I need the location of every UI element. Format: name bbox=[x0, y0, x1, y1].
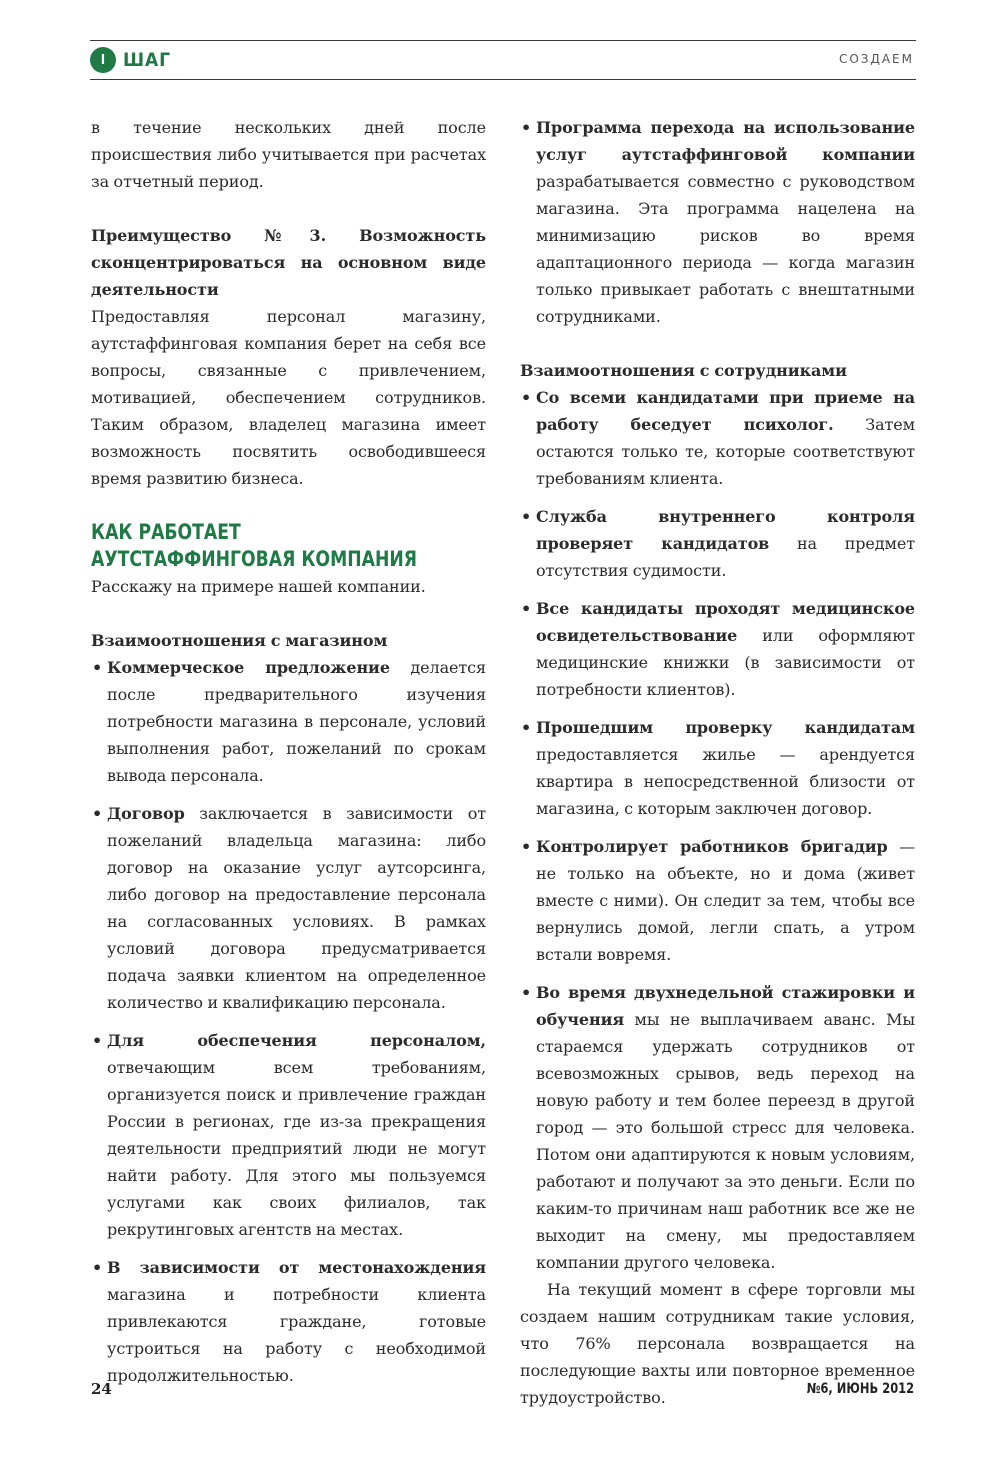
bullet-text: мы не выплачиваем аванс. Мы стараемся удержать сотрудников от всевозможных срывов, ведь переход на новую работу и тем более переезд в другой город — это большой стресс для человека. Потом они адаптируются к новым условиям, работают и получают за это деньги. Если по каким-то причинам наш работник все же не выходит на смену, мы предоставляем компании другого человека. bbox=[536, 1010, 915, 1272]
header-title: ШАГ bbox=[123, 49, 171, 71]
issue-label: №6, ИЮНЬ 2012 bbox=[806, 1381, 914, 1397]
step-badge-icon: I bbox=[90, 47, 116, 73]
bullet-lead: Во время двухнедельной стажировки и обучения bbox=[536, 983, 915, 1029]
list-item bbox=[91, 654, 486, 789]
page-number: 24 bbox=[91, 1380, 112, 1398]
staff-relations-title: Взаимоотношения с сотрудниками bbox=[520, 361, 847, 380]
bullet-text: разрабатывается совместно с руководством магазина. Эта программа нацелена на минимизацию рисков во время адаптационного периода — когда магазин только привыкает работать с внештатными сотрудниками. bbox=[536, 172, 915, 326]
intro-paragraph: в течение нескольких дней после происшествия либо учитывается при расчетах за отчетный период. bbox=[91, 118, 486, 191]
bullet-lead: Для обеспечения персоналом, bbox=[107, 1031, 486, 1050]
bullet-text: предоставляется жилье — арендуется квартира в непосредственной близости от магазина, с которым заключен договор. bbox=[536, 745, 915, 818]
section-heading-line1: КАК РАБОТАЕТ bbox=[91, 520, 241, 544]
closing-paragraph: На текущий момент в сфере торговли мы создаем нашим сотрудникам такие условия, что 76% персонала возвращается на последующие вахты или повторное временное трудоустройство. bbox=[520, 1280, 915, 1407]
list-item bbox=[91, 800, 486, 1016]
section-heading-line2: АУТСТАФФИНГОВАЯ КОМПАНИЯ bbox=[91, 547, 418, 571]
bullet-lead: Программа перехода на использование услуг аутстаффинговой компании bbox=[536, 118, 915, 164]
bullet-lead: В зависимости от местонахождения bbox=[107, 1258, 486, 1277]
header-section-label: СОЗДАЕМ bbox=[838, 52, 914, 66]
list-item bbox=[91, 1027, 486, 1243]
bullet-text: — не только на объекте, но и дома (живет вместе с ними). Он следит за тем, чтобы все вернулись домой, легли спать, а утром встали вовремя. bbox=[536, 837, 915, 964]
bullet-text: отвечающим всем требованиям, организуется поиск и привлечение граждан России в регионах, где из-за прекращения деятельности предприятий люди не могут найти работу. Для этого мы пользуемся услугами как своих филиалов, так рекрутинговых агентств на местах. bbox=[107, 1058, 486, 1239]
bullet-text: магазина и потребности клиента привлекаются граждане, готовые устроиться на работу с необходимой продолжительностью. bbox=[107, 1285, 486, 1385]
bullet-lead: Служба внутреннего контроля проверяет кандидатов bbox=[536, 507, 915, 553]
bullet-text: Затем остаются только те, которые соответствуют требованиям клиента. bbox=[536, 415, 915, 488]
advantage3-paragraph: Предоставляя персонал магазину, аутстаффинговая компания берет на себя все вопросы, связанные с привлечением, мотивацией, обеспечением сотрудников. Таким образом, владелец магазина имеет возможность посвятить освободившееся время развитию бизнеса. bbox=[91, 307, 486, 488]
left-column bbox=[91, 114, 486, 1389]
bullet-lead: Контролирует работников бригадир bbox=[536, 837, 888, 856]
list-item bbox=[520, 833, 915, 968]
list-item bbox=[520, 714, 915, 822]
bullet-lead: Со всеми кандидатами при приеме на работу беседует психолог. bbox=[536, 388, 915, 434]
list-item bbox=[520, 503, 915, 584]
bullet-lead: Договор bbox=[107, 804, 185, 823]
section-intro: Расскажу на примере нашей компании. bbox=[91, 577, 426, 596]
header-top-rule bbox=[90, 40, 916, 41]
bullet-text: заключается в зависимости от пожеланий владельца магазина: либо договор на оказание услуг аутсорсинга, либо договор на предоставление персонала на согласованных условиях. В рамках условий договора предусматривается подача заявки клиентом на определенное количество и квалификацию персонала. bbox=[107, 804, 486, 1012]
bullet-lead: Все кандидаты проходят медицинское освидетельствование bbox=[536, 599, 915, 645]
list-item bbox=[520, 595, 915, 703]
advantage3-title: Преимущество №3. Возможность сконцентрироваться на основном виде деятельности bbox=[91, 226, 486, 299]
header-bottom-rule bbox=[90, 79, 916, 80]
bullet-lead: Коммерческое предложение bbox=[107, 658, 390, 677]
bullet-text: на предмет отсутствия судимости. bbox=[536, 534, 915, 580]
bullet-text: или оформляют медицинские книжки (в зависимости от потребности клиентов). bbox=[536, 626, 915, 699]
list-item bbox=[520, 384, 915, 492]
list-item bbox=[91, 1254, 486, 1389]
list-item bbox=[520, 114, 915, 330]
bullet-lead: Прошедшим проверку кандидатам bbox=[536, 718, 915, 737]
shop-relations-title: Взаимоотношения с магазином bbox=[91, 631, 388, 650]
bullet-text: делается после предварительного изучения потребности магазина в персонале, условий выполнения работ, пожеланий по срокам вывода персонала. bbox=[107, 658, 486, 785]
list-item bbox=[520, 979, 915, 1276]
right-column bbox=[520, 114, 915, 1411]
